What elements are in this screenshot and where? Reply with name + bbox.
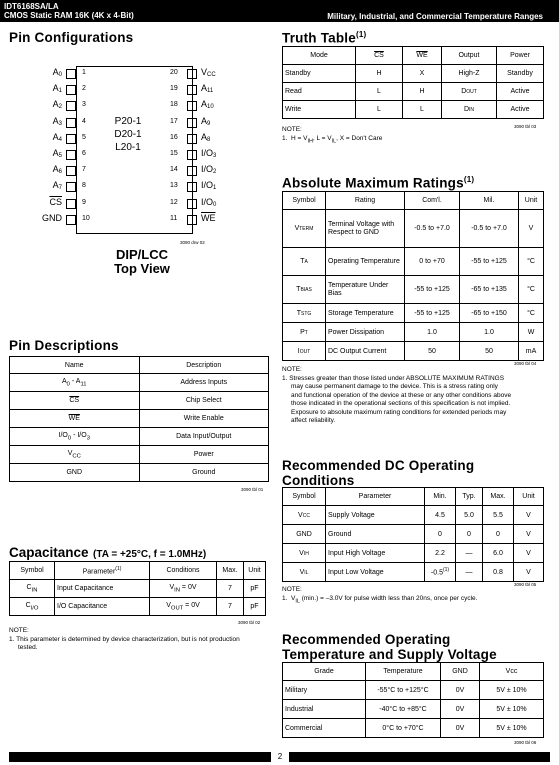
column-header: Rating	[326, 192, 405, 210]
cell: Industrial	[283, 700, 366, 719]
table-row	[283, 276, 544, 304]
recdc-table	[282, 487, 544, 582]
cell: -55 to +125	[460, 248, 519, 276]
pin-box	[187, 101, 197, 111]
pin-name: A2	[52, 99, 62, 111]
cell: $V_{IN} = 0V$	[150, 580, 217, 598]
package-code: L20-1	[115, 142, 141, 153]
cs-header: $\overline{CS}$	[374, 52, 384, 59]
truth-note	[282, 126, 382, 145]
table-number: 3090 tbl 06	[514, 740, 537, 745]
cell: $V_{OUT} = 0V$	[150, 598, 217, 616]
column-header: Max.	[217, 562, 244, 580]
table-row	[10, 410, 269, 428]
cell: 7	[217, 598, 244, 616]
pin-config-title: Pin Configurations	[9, 30, 134, 45]
table-row	[283, 700, 544, 719]
capacitance-table	[9, 561, 266, 616]
pin-name: A0	[52, 67, 62, 78]
cell: 5V ± 10%	[480, 719, 544, 738]
note-line: 1. $H = V_{IH}$, $L = V_{IL}$, X = Don't Care	[282, 134, 383, 144]
column-header: GND	[441, 663, 480, 681]
column-header	[403, 47, 442, 65]
truth-table-title-sup: (1)	[355, 30, 367, 39]
cell: Chip Select	[139, 392, 269, 410]
absmax-table	[282, 191, 544, 361]
cell: Storage Temperature	[326, 304, 405, 323]
cell: Write	[283, 101, 356, 119]
cell: Input Low Voltage	[326, 563, 425, 582]
cell: VTERM	[283, 210, 326, 248]
cell: V	[514, 506, 544, 525]
pin-name: $\overline{CS}$	[49, 196, 62, 207]
absmax-note	[282, 366, 544, 426]
pin-number: 6	[82, 150, 86, 157]
cell: 5.0	[456, 506, 483, 525]
column-header: Mil.	[460, 192, 519, 210]
cell: Active	[497, 101, 544, 119]
capacitance-note	[9, 627, 271, 653]
pin-name: A1	[52, 83, 62, 95]
table-row	[283, 323, 544, 342]
cell: H	[403, 83, 442, 101]
column-header: Typ.	[456, 488, 483, 506]
column-header: Mode	[283, 47, 356, 65]
pin-name: A6	[52, 164, 62, 176]
cell: Terminal Voltage with Respect to GND	[326, 210, 405, 248]
we-header: $\overline{WE}$	[416, 52, 428, 59]
table-row	[283, 342, 544, 361]
cell: DIN	[442, 101, 497, 119]
pin-box	[187, 69, 197, 79]
cell: Active	[497, 83, 544, 101]
cell: -55 to +125	[405, 304, 460, 323]
column-header	[356, 47, 403, 65]
pin-box	[66, 199, 76, 209]
column-header: Com'l.	[405, 192, 460, 210]
cell: °C	[519, 248, 544, 276]
pin-number: 11	[170, 214, 178, 222]
table-number: 3090 tbl 04	[514, 361, 537, 366]
cell: 0 to +70	[405, 248, 460, 276]
recdc-title-line: Conditions	[282, 473, 355, 488]
cell: 7	[217, 580, 244, 598]
pin-number: 14	[170, 166, 178, 174]
cell: 0	[483, 525, 514, 544]
drawing-number: 3090 drw 02	[180, 240, 205, 245]
note-title: NOTE:	[282, 366, 302, 373]
note-line: tested.	[18, 644, 38, 651]
cell: PT	[283, 323, 326, 342]
cell: Military	[283, 681, 366, 700]
pin-number: 15	[170, 150, 178, 157]
pin-box	[66, 166, 76, 176]
pin-number: 19	[170, 85, 178, 93]
package-code: D20-1	[114, 129, 142, 140]
cell: -0.5 to +7.0	[405, 210, 460, 248]
capacitance-title	[9, 544, 206, 562]
pin-number: 10	[82, 214, 90, 222]
pin-name: I/O1	[201, 180, 217, 192]
cell: V	[514, 563, 544, 582]
column-header: Grade	[283, 663, 366, 681]
column-header: Vcc	[480, 663, 544, 681]
cell: 5.5	[483, 506, 514, 525]
pin-number: 13	[170, 182, 178, 190]
cell: Temperature Under Bias	[326, 276, 405, 304]
pin-box	[187, 199, 197, 209]
rectemp-title-line: Recommended Operating	[282, 632, 451, 647]
column-header: Unit	[519, 192, 544, 210]
column-header: Unit	[514, 488, 544, 506]
column-header: Conditions	[150, 562, 217, 580]
recdc-title-line: Recommended DC Operating	[282, 458, 475, 473]
cell: High-Z	[442, 65, 497, 83]
caption-view: Top View	[114, 261, 170, 276]
column-header: Symbol	[10, 562, 55, 580]
page-number: 2	[271, 751, 289, 763]
table-row	[10, 598, 266, 616]
table-row	[10, 374, 269, 392]
table-row	[10, 392, 269, 410]
note-line: affect reliability.	[291, 417, 336, 424]
table-row	[283, 563, 544, 582]
cell: GND	[10, 464, 140, 482]
package-code: P20-1	[114, 116, 142, 127]
table-row	[283, 304, 544, 323]
table-row	[283, 544, 544, 563]
note-line: and functional operation of the device at these or any other conditions above	[291, 391, 512, 399]
cell: Ground	[326, 525, 425, 544]
header-temperature-ranges: Military, Industrial, and Commercial Temperature Ranges	[327, 12, 543, 21]
pin-name: A5	[52, 148, 62, 159]
column-header: Temperature	[366, 663, 441, 681]
cell: V	[514, 525, 544, 544]
cell: 0V	[441, 700, 480, 719]
cell: TA	[283, 248, 326, 276]
note-line: those indicated in the operational sections of this specification is not implied.	[291, 400, 511, 407]
cell: TBIAS	[283, 276, 326, 304]
table-row	[283, 210, 544, 248]
pin-box	[66, 118, 76, 128]
cell: $C_{I/O}$	[10, 598, 55, 616]
rectemp-title-line: Temperature and Supply Voltage	[282, 647, 497, 662]
cell: 6.0	[483, 544, 514, 563]
pin-desc-title: Pin Descriptions	[9, 338, 119, 353]
column-header: Symbol	[283, 488, 326, 506]
cell: H	[356, 65, 403, 83]
table-row	[10, 580, 266, 598]
note-title: NOTE:	[9, 627, 29, 634]
pin-box	[66, 182, 76, 192]
cell: $C_{IN}$	[10, 580, 55, 598]
pin-box	[66, 134, 76, 144]
column-header: Min.	[425, 488, 456, 506]
cell: Supply Voltage	[326, 506, 425, 525]
cell: -0.5 to +7.0	[460, 210, 519, 248]
cell: 2.2	[425, 544, 456, 563]
table-row	[10, 428, 269, 446]
cell: 0V	[441, 719, 480, 738]
table-row	[283, 65, 544, 83]
cell: 5V ± 10%	[480, 700, 544, 719]
pin-number: 17	[170, 117, 178, 125]
pin-number: 1	[82, 69, 86, 76]
cell: Power Dissipation	[326, 323, 405, 342]
note-line: Exposure to absolute maximum rating conditions for extended periods may	[291, 408, 507, 416]
cell: DOUT	[442, 83, 497, 101]
table-row	[283, 83, 544, 101]
pin-box	[66, 150, 76, 160]
cell: Standby	[497, 65, 544, 83]
pin-name: A11	[201, 83, 214, 95]
cell: -40°C to +85°C	[366, 700, 441, 719]
column-header: Unit	[244, 562, 266, 580]
pin-name: I/O0	[201, 196, 217, 208]
cell: Standby	[283, 65, 356, 83]
cell: Input High Voltage	[326, 544, 425, 563]
cell: V	[519, 210, 544, 248]
column-header: Parameter	[326, 488, 425, 506]
header-description: CMOS Static RAM 16K (4K x 4-Bit)	[4, 11, 134, 20]
cell: -65 to +135	[460, 276, 519, 304]
cell: TSTG	[283, 304, 326, 323]
column-header: Name	[10, 357, 140, 374]
pin-box	[66, 215, 76, 225]
cell: 4.5	[425, 506, 456, 525]
pin-name: A7	[52, 180, 62, 192]
column-header: Output	[442, 47, 497, 65]
page-header	[0, 0, 559, 22]
pin-number: 8	[82, 182, 86, 190]
pin-name: GND	[42, 212, 62, 223]
table-row	[283, 506, 544, 525]
pin-number: 2	[82, 85, 86, 93]
pin-box	[66, 101, 76, 111]
pin-config-caption	[104, 248, 180, 276]
table-row	[283, 525, 544, 544]
cell: VCC	[283, 506, 326, 525]
pin-box	[187, 118, 197, 128]
cell: Ground	[139, 464, 269, 482]
cell: pF	[244, 580, 266, 598]
table-row	[283, 719, 544, 738]
note-title: NOTE:	[282, 586, 302, 593]
pin-name: $\overline{WE}$	[201, 212, 216, 223]
pin-number: 4	[82, 117, 86, 125]
pin-box	[187, 215, 197, 225]
pin-box	[187, 166, 197, 176]
cell: $A_0 - A_{11}$	[10, 374, 140, 392]
table-number: 3090 tbl 02	[238, 620, 261, 625]
pin-number: 18	[170, 101, 178, 109]
cell: GND	[283, 525, 326, 544]
cell: 0V	[441, 681, 480, 700]
header-part-number: IDT6168SA/LA	[4, 2, 59, 11]
absmax-title-sup: (1)	[463, 175, 475, 184]
note-title: NOTE:	[282, 126, 302, 133]
cell: 50	[460, 342, 519, 361]
cell: Operating Temperature	[326, 248, 405, 276]
caption-package: DIP/LCC	[116, 247, 168, 262]
cell: X	[403, 65, 442, 83]
cell: IOUT	[283, 342, 326, 361]
pin-number: 12	[170, 198, 178, 206]
cell: $I/O_0 - I/O_3$	[10, 428, 140, 446]
table-row	[10, 464, 269, 482]
pin-box	[187, 85, 197, 95]
cell: Read	[283, 83, 356, 101]
table-row	[283, 248, 544, 276]
pin-box	[187, 150, 197, 160]
table-number: 3090 tbl 05	[514, 582, 537, 587]
column-header: Power	[497, 47, 544, 65]
cell: VIH	[283, 544, 326, 563]
capacitance-title-text: Capacitance	[9, 545, 89, 560]
pin-name: A10	[201, 99, 214, 111]
cell: Commercial	[283, 719, 366, 738]
pin-box	[187, 134, 197, 144]
page-footer-bar	[9, 752, 550, 762]
cell: —	[456, 544, 483, 563]
package-codes	[104, 115, 152, 154]
cell: pF	[244, 598, 266, 616]
truth-table	[282, 46, 544, 119]
pin-number: 3	[82, 101, 86, 109]
recdc-note	[282, 586, 477, 605]
pin-name: I/O3	[201, 148, 217, 159]
cell: -0.5$^{(1)}$	[425, 563, 456, 582]
cell: °C	[519, 276, 544, 304]
recdc-title	[282, 458, 474, 488]
pin-box	[187, 182, 197, 192]
cell: L	[403, 101, 442, 119]
cell: °C	[519, 304, 544, 323]
capacitance-conditions: (TA = +25°C, f = 1.0MHz)	[93, 549, 207, 560]
rectemp-table	[282, 662, 544, 738]
table-number: 3090 tbl 03	[514, 124, 537, 129]
pin-name: A9	[201, 115, 211, 127]
pin-number: 7	[82, 166, 86, 174]
cell: $\overline{WE}$	[10, 410, 140, 428]
cell: 50	[405, 342, 460, 361]
cell: VIL	[283, 563, 326, 582]
pin-desc-table	[9, 356, 269, 482]
absmax-title	[282, 175, 474, 191]
note-line: 1. This parameter is determined by device characterization, but is not production	[9, 635, 240, 643]
cell: Address Inputs	[139, 374, 269, 392]
table-row	[283, 101, 544, 119]
cell: 0°C to +70°C	[366, 719, 441, 738]
note-line: may cause permanent damage to the device. This is a stress rating only	[291, 383, 498, 390]
column-header: Symbol	[283, 192, 326, 210]
cell: L	[356, 101, 403, 119]
pin-number: 5	[82, 133, 86, 141]
column-header: Description	[139, 357, 269, 374]
column-header: Parameter$^{(1)}$	[55, 562, 150, 580]
cell: Input Capacitance	[55, 580, 150, 598]
cell: Write Enable	[139, 410, 269, 428]
cell: 1.0	[460, 323, 519, 342]
cell: L	[356, 83, 403, 101]
cell: Data Input/Output	[139, 428, 269, 446]
cell: —	[456, 563, 483, 582]
cell: 0	[425, 525, 456, 544]
column-header: Max.	[483, 488, 514, 506]
cell: -55°C to +125°C	[366, 681, 441, 700]
table-row	[10, 446, 269, 464]
cell: $\overline{CS}$	[10, 392, 140, 410]
pin-name: A4	[52, 131, 62, 143]
pin-name: A3	[52, 115, 62, 127]
cell: Power	[139, 446, 269, 464]
pin-name: I/O2	[201, 164, 217, 176]
cell: 1.0	[405, 323, 460, 342]
truth-table-title	[282, 30, 366, 46]
pin-name: A8	[201, 131, 211, 143]
cell: W	[519, 323, 544, 342]
cell: mA	[519, 342, 544, 361]
pin-number: 16	[170, 133, 178, 141]
truth-table-title-text: Truth Table	[282, 30, 356, 46]
absmax-title-text: Absolute Maximum Ratings	[282, 175, 464, 191]
cell: 0.8	[483, 563, 514, 582]
cell: $V_{CC}$	[10, 446, 140, 464]
table-row	[283, 681, 544, 700]
cell: -55 to +125	[405, 276, 460, 304]
pin-number: 9	[82, 198, 86, 206]
note-line: 1. $V_{IL}$ (min.) = –3.0V for pulse width less than 20ns, once per cycle.	[282, 594, 478, 604]
cell: DC Output Current	[326, 342, 405, 361]
pin-name: VCC	[201, 67, 216, 78]
cell: V	[514, 544, 544, 563]
pin-box	[66, 69, 76, 79]
cell: 5V ± 10%	[480, 681, 544, 700]
note-line: 1. Stresses greater than those listed under ABSOLUTE MAXIMUM RATINGS	[282, 374, 505, 382]
table-number: 3090 tbl 01	[241, 487, 264, 492]
rectemp-title	[282, 632, 497, 662]
cell: 0	[456, 525, 483, 544]
pin-number: 20	[170, 69, 178, 76]
cell: -65 to +150	[460, 304, 519, 323]
cell: I/O Capacitance	[55, 598, 150, 616]
pin-box	[66, 85, 76, 95]
